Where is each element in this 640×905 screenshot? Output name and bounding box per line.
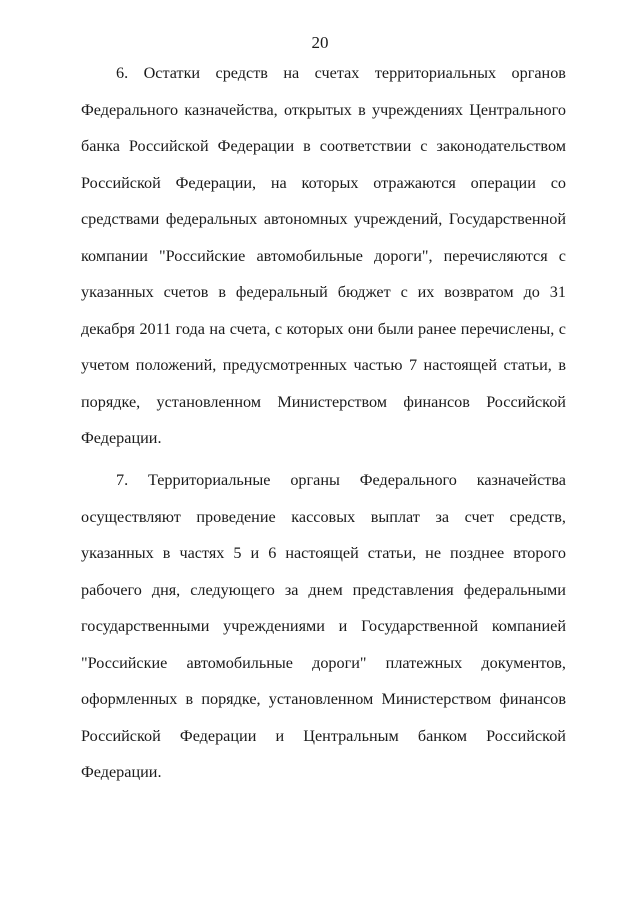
word: рабочего <box>81 580 142 599</box>
text-line <box>81 320 566 357</box>
word: платежных <box>385 653 463 672</box>
word: до <box>523 283 540 301</box>
word: с <box>274 319 283 338</box>
word: с <box>558 319 566 338</box>
word: частях <box>179 544 225 562</box>
text-line <box>81 393 566 430</box>
word: которых <box>301 173 359 192</box>
word: автономных <box>263 210 348 228</box>
word: днем <box>308 580 343 599</box>
text-line <box>81 727 566 764</box>
word: с <box>400 283 408 301</box>
word: финансов <box>403 392 470 411</box>
word: счетов <box>163 283 209 301</box>
word: территориальных <box>374 64 497 82</box>
word: не <box>425 544 442 562</box>
word: финансов <box>499 690 566 708</box>
text-line <box>81 356 566 393</box>
word: Территориальные <box>147 471 271 489</box>
word: выплат <box>370 507 420 526</box>
word: дня, <box>151 580 181 599</box>
word: 6. <box>116 64 129 82</box>
word: проведение <box>196 507 276 526</box>
word: государственными <box>81 617 210 635</box>
word: ранее <box>418 319 457 338</box>
word: банком <box>417 726 468 745</box>
word: настоящей <box>423 356 497 374</box>
word: и <box>338 617 348 635</box>
word: года <box>175 319 205 338</box>
word: 5 <box>233 544 242 562</box>
text-line <box>81 581 566 618</box>
word: настоящей <box>285 544 359 562</box>
word: учреждениями <box>223 617 325 635</box>
word: Российской <box>81 726 161 745</box>
paragraph-6 <box>81 64 566 466</box>
word: учетом <box>81 356 130 374</box>
word: автомобильные <box>186 653 293 672</box>
word: счет <box>464 507 494 526</box>
word: за <box>435 507 450 526</box>
paragraph-7 <box>81 471 566 800</box>
word: 31 <box>549 283 566 301</box>
page-number: 20 <box>311 33 329 52</box>
word: их <box>417 283 435 301</box>
word: были <box>377 319 414 338</box>
word: и <box>275 726 285 745</box>
word: Федерации <box>179 726 257 745</box>
word: автомобильные <box>256 246 363 265</box>
word: следующего <box>190 580 275 599</box>
text-line <box>81 690 566 727</box>
word: Российской <box>128 137 209 155</box>
word: банка <box>81 137 120 155</box>
word: Центральным <box>303 726 399 745</box>
word: перечисляются <box>443 246 548 265</box>
text-line <box>81 654 566 691</box>
word: органов <box>511 64 566 82</box>
word: Федерации, <box>175 173 257 192</box>
word: в <box>162 544 171 562</box>
word: со <box>550 173 566 192</box>
text-line <box>81 617 566 654</box>
word: на <box>283 64 300 82</box>
text-line <box>81 137 566 174</box>
word: на <box>270 173 287 192</box>
word: и <box>250 544 260 562</box>
word: оформленных <box>81 690 178 708</box>
word: Российской <box>486 726 566 745</box>
word: Министерством <box>277 392 388 411</box>
word: статьи, <box>367 544 417 562</box>
word: бюджет <box>337 283 391 301</box>
word: кассовых <box>291 507 356 526</box>
text-line <box>81 64 566 101</box>
word: соответствии <box>319 137 412 155</box>
word: открытых <box>283 100 352 119</box>
word: казначейства, <box>184 100 278 119</box>
word: предусмотренных <box>222 356 347 374</box>
word: в <box>358 100 366 119</box>
word: в <box>185 690 194 708</box>
word: установленном <box>156 392 262 411</box>
text-line <box>81 101 566 138</box>
word: компанией <box>491 617 566 635</box>
word: документов, <box>481 653 566 672</box>
word: средств, <box>509 507 566 526</box>
word: Федерального <box>81 100 179 119</box>
word: указанных <box>81 283 154 301</box>
word: учреждениях <box>371 100 463 119</box>
word: законодательством <box>436 137 566 155</box>
word: частью <box>353 356 403 374</box>
word: с <box>420 137 428 155</box>
word: возвратом <box>444 283 514 301</box>
word: дороги", <box>374 246 433 265</box>
word: "Российские <box>81 653 168 672</box>
word: порядке, <box>81 392 141 411</box>
word: операции <box>470 173 536 192</box>
word: в <box>218 283 226 301</box>
word: учреждений, <box>354 210 443 228</box>
text-line <box>81 174 566 211</box>
word: средств <box>215 64 268 82</box>
text-line <box>81 544 566 581</box>
word: Государственной <box>361 617 479 635</box>
text-line: Федерации. <box>81 429 162 447</box>
word: Министерством <box>381 690 492 708</box>
word: с <box>558 246 566 265</box>
word: позднее <box>450 544 505 562</box>
text-line <box>81 210 566 247</box>
word: казначейства <box>476 471 566 489</box>
word: Государственной <box>448 210 566 228</box>
word: компании <box>81 246 148 265</box>
word: указанных <box>81 544 154 562</box>
word: Федерального <box>359 471 457 489</box>
word: 2011 <box>139 319 172 338</box>
word: дороги" <box>312 653 367 672</box>
word: в <box>558 356 566 374</box>
word: положений, <box>135 356 217 374</box>
word: декабря <box>81 319 136 338</box>
word: Российской <box>486 392 566 411</box>
word: порядке, <box>201 690 261 708</box>
text-line <box>81 247 566 284</box>
word: Российской <box>81 173 161 192</box>
word: 7. <box>116 471 129 489</box>
word: федеральных <box>165 210 258 228</box>
word: 7 <box>408 356 418 374</box>
word: на <box>209 319 226 338</box>
word: установленном <box>268 690 374 708</box>
word: перечислены, <box>460 319 555 338</box>
word: счета, <box>229 319 271 338</box>
word: "Российские <box>159 246 246 265</box>
word: Центрального <box>469 100 566 119</box>
word: второго <box>513 544 566 562</box>
word: Остатки <box>143 64 201 82</box>
word: счетах <box>314 64 360 82</box>
word: которых <box>286 319 344 338</box>
word: статьи, <box>503 356 552 374</box>
word: за <box>284 580 299 599</box>
word: они <box>347 319 374 338</box>
text-line <box>81 471 566 508</box>
word: средствами <box>81 210 160 228</box>
word: в <box>303 137 311 155</box>
word: отражаются <box>373 173 456 192</box>
word: федеральный <box>235 283 328 301</box>
word: осуществляют <box>81 507 181 526</box>
text-line: Федерации. <box>81 763 162 781</box>
text-line <box>81 283 566 320</box>
word: органы <box>290 471 340 489</box>
word: 6 <box>268 544 277 562</box>
text-line <box>81 508 566 545</box>
word: представления <box>352 580 454 599</box>
word: федеральными <box>463 580 566 599</box>
word: Федерации <box>217 137 295 155</box>
